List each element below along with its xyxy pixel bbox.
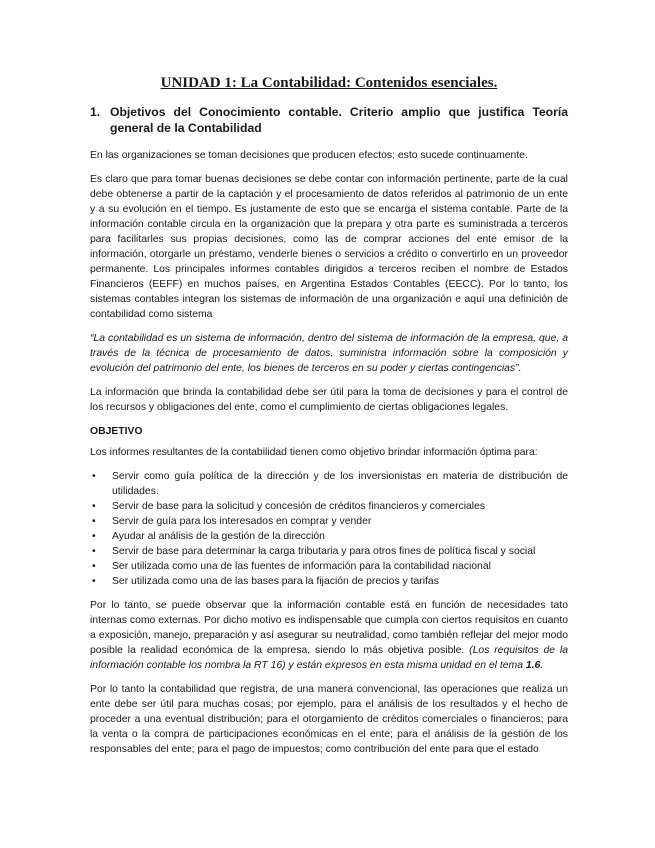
requirements-text: Por lo tanto, se puede observar que la información contable está en función de necesidades tato internas como externas. Por dicho motivo es indispensable que cumpla con ciertos requisitos en cuanto a exposición, manejo, preparación y así asegurar su neutralidad, como también reflejar del mejor modo posible la realidad económica de la empresa, siendo lo más objetiva posible. [90, 600, 568, 656]
list-item-text: Ayudar al análisis de la gestión de la dirección [112, 531, 325, 542]
paragraph-objectives-intro: Los informes resultantes de la contabilidad tienen como objetivo brindar información óptima para: [90, 447, 538, 458]
section-heading [90, 104, 568, 136]
paragraph-information-system: Es claro que para tomar buenas decisiones se debe contar con información pertinente, parte de la cual debe obtenerse a partir de la captación y el procesamiento de datos referidos al patrimonio de un ente y a su evolución en el tiempo. Es justamente de esto que se encarga el sistema contable. Parte de la información contable circula en la organización que la prepara y otra parte es suministrada a terceros para facilitarles sus propias decisiones, como las de comprar acciones del ente emisor de la información, otorgarle un préstamo, venderle bienes o servicios a crédito o convertirlo en un proveedor permanente. Los principales informes contables dirigidos a terceros reciben el nombre de Estados Financieros (EEFF) en muchos países, en Argentina Estados Contables (EECC). Por lo tanto, los sistemas contables integran los sistemas de información de una organización e aquí una definición de contabilidad como sistema [90, 174, 568, 320]
requirements-note: (Los requisitos de la información contable los nombra la RT 16) y están expresos en esta misma unidad en el tema [90, 645, 568, 671]
section-number: 1. [90, 105, 101, 119]
list-item-text: Servir de guía para los interesados en comprar y vender [112, 516, 372, 527]
list-item-text: Ser utilizada como una de las fuentes de información para la contabilidad nacional [112, 561, 491, 572]
list-item [90, 499, 568, 514]
list-item [90, 529, 568, 544]
list-item [90, 544, 568, 559]
bullet-icon: • [92, 501, 96, 512]
bullet-icon: • [92, 471, 96, 482]
document-page [90, 74, 568, 766]
list-item [90, 514, 568, 529]
list-item-text: Ser utilizada como una de las bases para la fijación de precios y tarifas [112, 576, 439, 587]
bullet-icon: • [92, 516, 96, 527]
list-item-text: Servir de base para la solicitud y concesión de créditos financieros y comerciales [112, 501, 486, 512]
paragraph-requirements: Por lo tanto, se puede observar que la información contable está en función de necesidades tato internas como externas. Por dicho motivo es indispensable que cumpla con ciertos requisitos en cuanto a exposición, manejo, preparación y así asegurar su neutralidad, como también reflejar del mejor modo posible la realidad económica de la empresa, siendo lo más objetiva posible. (Los requisitos de la información contable los nombra la RT 16) y están expresos en esta misma unidad en el tema 1.6. [90, 600, 568, 671]
unit-title: UNIDAD 1: La Contabilidad: Contenidos esenciales. [160, 75, 498, 91]
paragraph-intro: En las organizaciones se toman decisiones que producen efectos; esto sucede continuamente. [90, 150, 528, 161]
list-item [90, 469, 568, 499]
requirements-ref: 1.6 [525, 660, 541, 671]
bullet-icon: • [92, 546, 96, 557]
paragraph-uses: Por lo tanto la contabilidad que registra, de una manera convencional, las operaciones que realiza un ente debe ser útil para muchas cosas; por ejemplo, para el análisis de los resultados y el hecho de proceder a una eventual distribución; para el otorgamiento de créditos comerciales o financieros; para la venta o la compra de participaciones económicas en el ente; para el análisis de la gestión de los responsables del ente; para el pago de impuestos; como contribución del ente para que el estado [90, 684, 568, 755]
objectives-list [90, 469, 568, 589]
bullet-icon: • [92, 576, 96, 587]
objetivo-heading: OBJETIVO [90, 426, 143, 437]
list-item [90, 559, 568, 574]
bullet-icon: • [92, 531, 96, 542]
section-title: Objetivos del Conocimiento contable. Criterio amplio que justifica Teoría general de la Contabilidad [110, 105, 568, 135]
definition-quote: “La contabilidad es un sistema de información, dentro del sistema de información de la empresa, que, a través de la técnica de procesamiento de datos, suministra información sobre la composición y evolución del patrimonio del ente, los bienes de terceros en su poder y ciertas contingencias”. [90, 333, 568, 374]
paragraph-usefulness: La información que brinda la contabilidad debe ser útil para la toma de decisiones y para el control de los recursos y obligaciones del ente, como el cumplimiento de ciertas obligaciones legales. [90, 387, 568, 413]
list-item [90, 574, 568, 589]
list-item-text: Servir de base para determinar la carga tributaria y para otros fines de política fiscal y social [112, 546, 536, 557]
bullet-icon: • [92, 561, 96, 572]
list-item-text: Servir como guía política de la dirección y de los inversionistas en materia de distribución de utilidades. [112, 471, 568, 497]
